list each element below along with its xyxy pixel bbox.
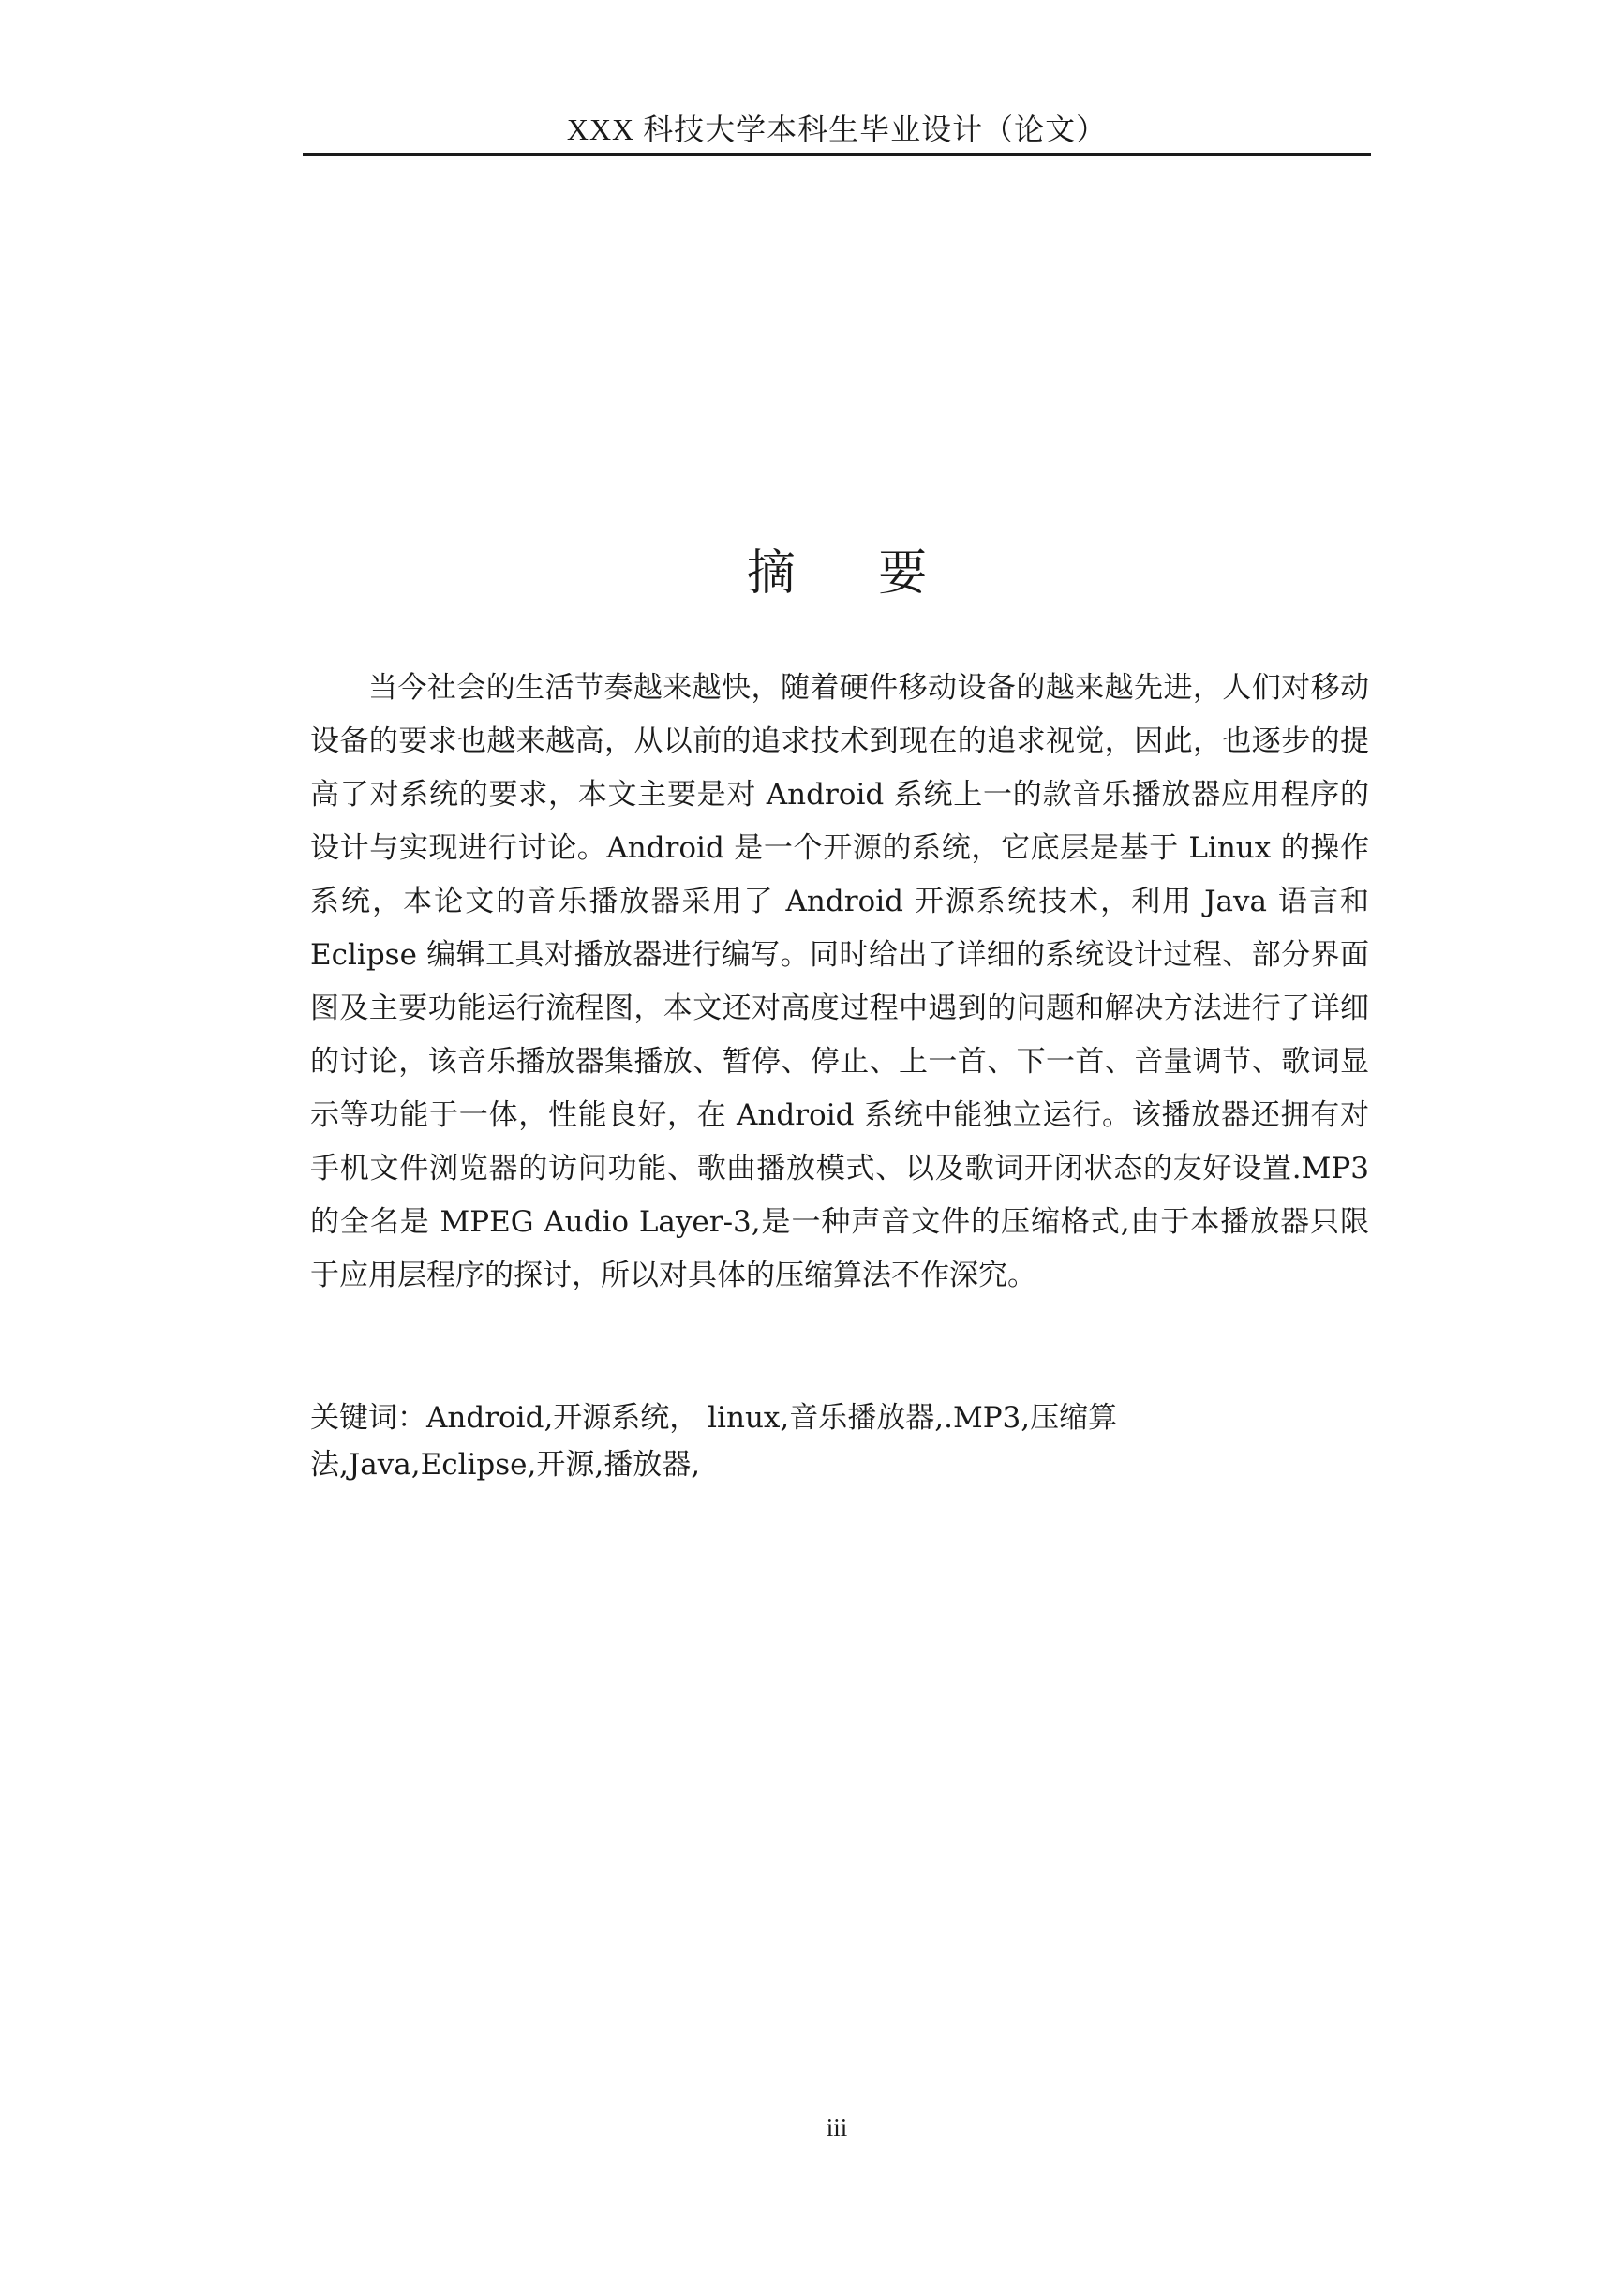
- header-divider: [303, 153, 1371, 156]
- abstract-title: 摘 要: [746, 545, 928, 602]
- running-header: XXX 科技大学本科生毕业设计（论文）: [566, 112, 1108, 146]
- keywords: 关键词：Android,开源系统， linux,音乐播放器,.MP3,压缩算法,Java,Eclipse,开源,播放器,: [310, 1401, 1118, 1482]
- abstract-body: 当今社会的生活节奏越来越快，随着硬件移动设备的越来越先进，人们对移动设备的要求也越来越高，从以前的追求技术到现在的追求视觉，因此，也逐步的提高了对系统的要求，本文主要是对 Android 系统上一的款音乐播放器应用程序的设计与实现进行讨论。Android 是一个开源的系统，它底层是基于 Linux 的操作系统，本论文的音乐播放器采用了 Android 开源系统技术，利用 Java 语言和 Eclipse 编辑工具对播放器进行编写。同时给出了详细的系统设计过程、部分界面图及主要功能运行流程图，本文还对高度过程中遇到的问题和解决方法进行了详细的讨论，该音乐播放器集播放、暂停、停止、上一首、下一首、音量调节、歌词显示等功能于一体，性能良好，在 Android 系统中能独立运行。该播放器还拥有对手机文件浏览器的访问功能、歌曲播放模式、以及歌词开闭状态的友好设置.MP3的全名是 MPEG Audio Layer-3,是一种声音文件的压缩格式,由于本播放器只限于应用层程序的探讨，所以对具体的压缩算法不作深究。: [310, 671, 1369, 1292]
- page-number: iii: [826, 2113, 848, 2141]
